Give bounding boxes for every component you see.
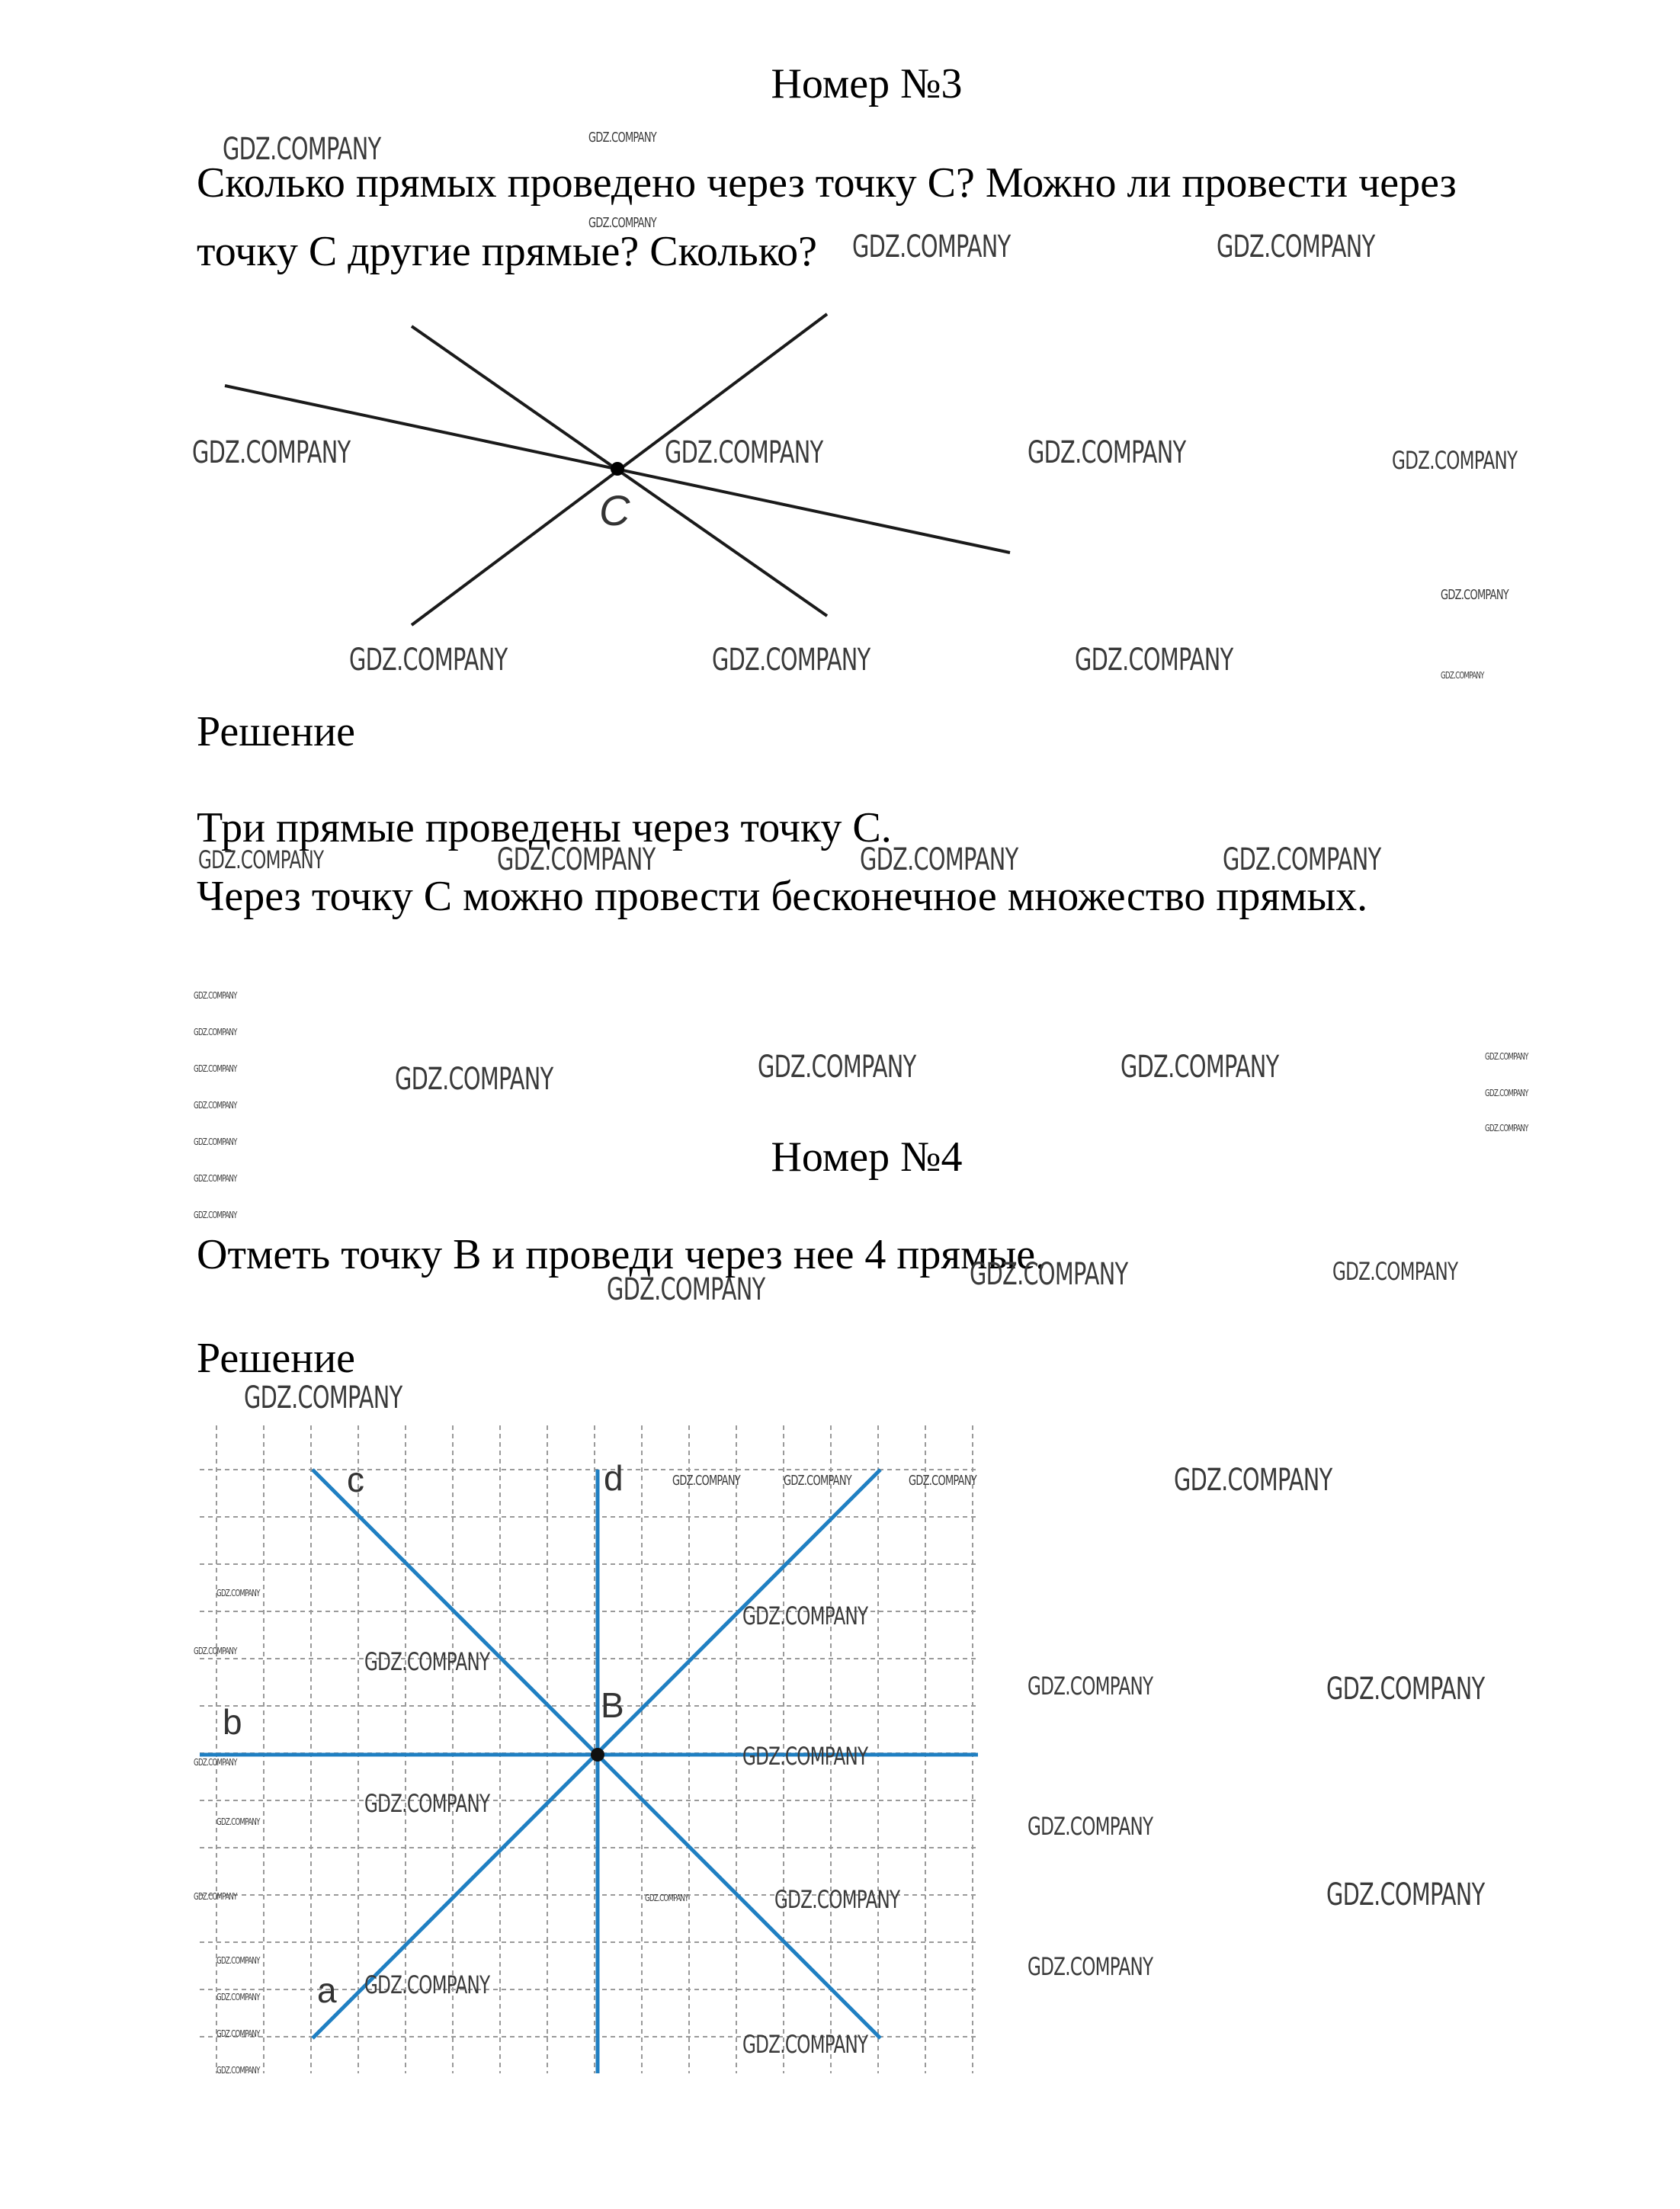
watermark: GDZ.COMPANY xyxy=(774,1885,900,1914)
watermark: GDZ.COMPANY xyxy=(216,1992,260,2002)
watermark: GDZ.COMPANY xyxy=(1028,1812,1153,1841)
watermark: GDZ.COMPANY xyxy=(1441,670,1484,681)
watermark: GDZ.COMPANY xyxy=(1326,1877,1485,1912)
watermark: GDZ.COMPANY xyxy=(784,1473,851,1489)
point-c-label: C xyxy=(599,486,630,534)
watermark: GDZ.COMPANY xyxy=(645,1893,688,1903)
label-b: b xyxy=(223,1702,242,1742)
watermark: GDZ.COMPANY xyxy=(1028,435,1186,470)
watermark: GDZ.COMPANY xyxy=(194,990,237,1001)
task3-question-line2: точку С другие прямые? Сколько? xyxy=(197,228,817,275)
watermark: GDZ.COMPANY xyxy=(364,1647,490,1676)
watermark: GDZ.COMPANY xyxy=(364,1970,490,1999)
task3-answer-line1: Три прямые проведены через точку С. xyxy=(197,804,892,851)
watermark: GDZ.COMPANY xyxy=(1121,1050,1279,1085)
watermark: GDZ.COMPANY xyxy=(852,229,1011,265)
watermark: GDZ.COMPANY xyxy=(216,1816,260,1827)
watermark: GDZ.COMPANY xyxy=(1392,446,1518,475)
task3-answer-line2: Через точку С можно провести бесконечное множество прямых. xyxy=(197,873,1368,920)
watermark: GDZ.COMPANY xyxy=(192,435,351,470)
watermark: GDZ.COMPANY xyxy=(742,1601,868,1630)
watermark: GDZ.COMPANY xyxy=(742,2030,868,2059)
watermark: GDZ.COMPANY xyxy=(364,1789,490,1818)
watermark: GDZ.COMPANY xyxy=(1485,1051,1528,1062)
task3-question-line1: Сколько прямых проведено через точку С? Можно ли провести через xyxy=(197,159,1457,207)
task4-question: Отметь точку В и проведи через нее 4 прямые. xyxy=(197,1231,1047,1278)
watermark: GDZ.COMPANY xyxy=(909,1473,976,1489)
watermark: GDZ.COMPANY xyxy=(194,1646,237,1656)
watermark: GDZ.COMPANY xyxy=(194,1891,237,1902)
watermark: GDZ.COMPANY xyxy=(1223,842,1381,877)
task4-title: Номер №4 xyxy=(771,1133,963,1181)
watermark: GDZ.COMPANY xyxy=(194,1173,237,1184)
watermark: GDZ.COMPANY xyxy=(1075,643,1233,678)
watermark: GDZ.COMPANY xyxy=(395,1062,553,1097)
watermark: GDZ.COMPANY xyxy=(588,215,656,231)
watermark: GDZ.COMPANY xyxy=(588,130,656,146)
watermark: GDZ.COMPANY xyxy=(194,1027,237,1037)
watermark: GDZ.COMPANY xyxy=(194,1063,237,1074)
watermark: GDZ.COMPANY xyxy=(742,1742,868,1771)
watermark: GDZ.COMPANY xyxy=(758,1050,916,1085)
watermark: GDZ.COMPANY xyxy=(672,1473,740,1489)
watermark: GDZ.COMPANY xyxy=(244,1380,402,1415)
watermark: GDZ.COMPANY xyxy=(194,1100,237,1111)
watermark: GDZ.COMPANY xyxy=(194,1137,237,1147)
watermark: GDZ.COMPANY xyxy=(349,643,508,678)
watermark: GDZ.COMPANY xyxy=(1441,587,1508,603)
watermark: GDZ.COMPANY xyxy=(665,435,823,470)
task3-solution-heading: Решение xyxy=(197,708,356,755)
watermark: GDZ.COMPANY xyxy=(1326,1672,1485,1707)
watermark: GDZ.COMPANY xyxy=(194,1210,237,1220)
watermark: GDZ.COMPANY xyxy=(712,643,870,678)
watermark: GDZ.COMPANY xyxy=(497,842,656,877)
watermark: GDZ.COMPANY xyxy=(1332,1257,1458,1286)
watermark: GDZ.COMPANY xyxy=(1028,1672,1153,1701)
watermark: GDZ.COMPANY xyxy=(860,842,1018,877)
watermark: GDZ.COMPANY xyxy=(194,1757,237,1768)
task3-title: Номер №3 xyxy=(771,60,963,107)
watermark: GDZ.COMPANY xyxy=(216,1588,260,1598)
watermark: GDZ.COMPANY xyxy=(1217,229,1375,265)
watermark: GDZ.COMPANY xyxy=(216,1955,260,1966)
watermark: GDZ.COMPANY xyxy=(198,845,324,874)
watermark: GDZ.COMPANY xyxy=(216,2065,260,2076)
watermark: GDZ.COMPANY xyxy=(223,132,381,167)
label-c: c xyxy=(347,1460,364,1499)
task4-solution-heading: Решение xyxy=(197,1335,356,1382)
watermark: GDZ.COMPANY xyxy=(1174,1463,1332,1498)
point-b-dot xyxy=(591,1748,604,1762)
watermark: GDZ.COMPANY xyxy=(1485,1123,1528,1133)
label-a: a xyxy=(317,1970,337,2010)
label-d: d xyxy=(604,1458,624,1498)
watermark: GDZ.COMPANY xyxy=(970,1257,1128,1292)
watermark: GDZ.COMPANY xyxy=(607,1272,765,1307)
label-point-b: B xyxy=(601,1685,624,1725)
watermark: GDZ.COMPANY xyxy=(216,2028,260,2039)
watermark: GDZ.COMPANY xyxy=(1485,1088,1528,1098)
watermark: GDZ.COMPANY xyxy=(1028,1952,1153,1981)
